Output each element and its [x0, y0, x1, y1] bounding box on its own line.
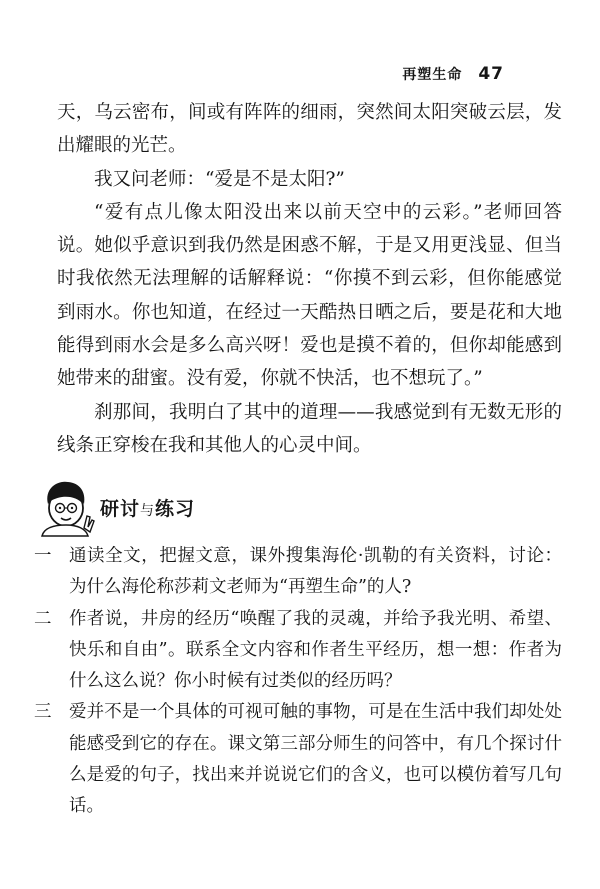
list-item: [34, 604, 562, 698]
section-title: 研讨与练习: [100, 497, 196, 520]
section-heading: [34, 476, 334, 538]
exercise-number: 一: [34, 546, 52, 566]
exercise-text: 作者说，井房的经历“唤醒了我的灵魂，并给予我光明、希望、快乐和自由”。联系全文内容和作者生平经历，想一想：作者为什么这么说？你小时候有过类似的经历吗？: [69, 608, 562, 692]
page-number: 47: [478, 64, 504, 84]
running-title: 再塑生命: [402, 67, 463, 83]
list-item: [34, 541, 562, 604]
student-mascot-icon: [34, 476, 96, 538]
exercise-number: 二: [34, 608, 52, 629]
paragraph: 我又问老师：“爱是不是太阳?”: [94, 168, 345, 190]
list-item: [34, 697, 562, 822]
exercise-number: 三: [34, 702, 52, 723]
paragraph: “爱有点儿像太阳没出来以前天空中的云彩。”老师回答说。她似乎意识到我仍然是困惑不解，于是又用更浅显、但当时我依然无法理解的话解释说：“你摸不到云彩，但你能感觉到雨水。你也知道，在经过一天酷热日晒之后，要是花和大地能得到雨水会是多么高兴呀！爱也是摸不着的，但你却能感到她带来的甜蜜。没有爱，你就不快活，也不想玩了。”: [57, 201, 562, 390]
page-header: [402, 64, 504, 84]
paragraph: 天，乌云密布，间或有阵阵的细雨，突然间太阳突破云层，发出耀眼的光芒。: [57, 102, 562, 157]
exercise-list: [34, 541, 562, 823]
exercise-text: 通读全文，把握文意，课外搜集海伦·凯勒的有关资料，讨论：为什么海伦称莎莉文老师为“再塑生命”的人?: [69, 546, 562, 598]
paragraph: 刹那间，我明白了其中的道理——我感觉到有无数无形的线条正穿梭在我和其他人的心灵中间。: [57, 401, 562, 456]
exercise-text: 爱并不是一个具体的可视可触的事物，可是在生活中我们却处处能感受到它的存在。课文第三部分师生的问答中，有几个探讨什么是爱的句子，找出来并说说它们的含义，也可以模仿着写几句话。: [69, 702, 562, 817]
body-text: [57, 96, 562, 462]
